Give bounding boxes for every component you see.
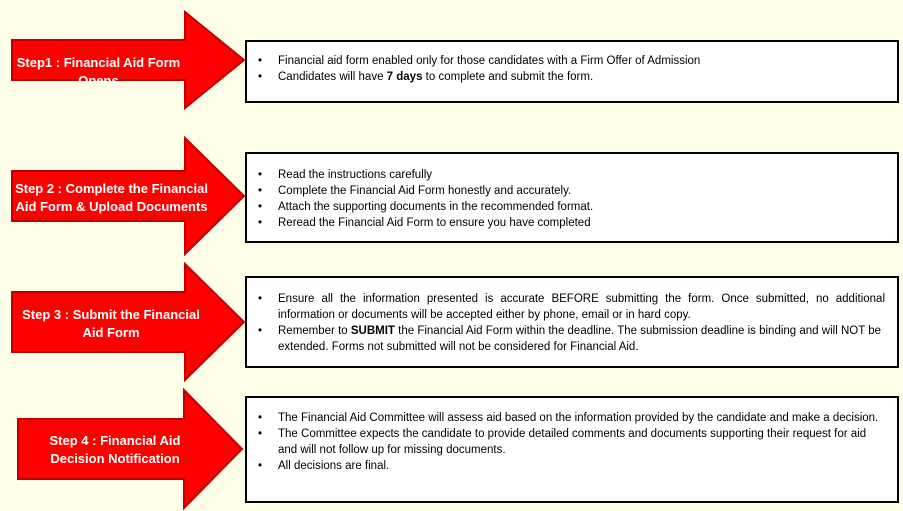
step-2-bullet-list bbox=[247, 167, 897, 231]
bullet-text: Complete the Financial Aid Form honestly and accurately. bbox=[278, 185, 572, 197]
bullet-bold-text: SUBMIT bbox=[350, 325, 395, 337]
step-2-label-line1: Step 2 : Complete the Financial bbox=[15, 181, 208, 196]
bullet-text: the Financial Aid Form within the deadline. The submission deadline is binding and will NOT be extended. Forms not submitted will not be considered for Financial Aid. bbox=[278, 325, 881, 353]
step-4-label bbox=[20, 432, 210, 468]
step-1-label-line2: Opens bbox=[78, 73, 119, 88]
bullet-text: Read the instructions carefully bbox=[278, 169, 433, 181]
step-2-label bbox=[14, 180, 209, 216]
step-4-label-line1: Step 4 : Financial Aid bbox=[49, 433, 181, 448]
list-item bbox=[247, 426, 897, 458]
step-3-label-line2: Aid Form bbox=[82, 325, 140, 340]
step-3 bbox=[0, 262, 903, 382]
bullet-text: The Financial Aid Committee will assess aid based on the information provided by the candidate and make a decision. bbox=[278, 412, 879, 424]
list-item bbox=[247, 199, 897, 215]
list-item bbox=[247, 323, 897, 355]
step-2 bbox=[0, 136, 903, 256]
bullet-text: The Committee expects the candidate to provide detailed comments and documents supporting their request for aid and will not follow up for missing documents. bbox=[278, 428, 867, 456]
step-2-arrow bbox=[10, 136, 246, 256]
step-4-label-line2: Decision Notification bbox=[50, 451, 180, 466]
bullet-text: Candidates will have bbox=[278, 71, 387, 83]
list-item bbox=[247, 458, 897, 474]
bullet-text: Financial aid form enabled only for those candidates with a Firm Offer of Admission bbox=[278, 55, 701, 67]
bullet-text: Ensure all the information presented is accurate BEFORE submitting the form. Once submitted, no additional information or documents will be accepted either by phone, email or in hard copy. bbox=[278, 293, 885, 321]
step-4-arrow bbox=[16, 388, 252, 510]
bullet-text: Remember to bbox=[278, 325, 351, 337]
step-2-details-box bbox=[245, 152, 899, 243]
step-4-bullet-list bbox=[247, 410, 897, 474]
step-4-details-box bbox=[245, 396, 899, 503]
step-1-label-line1: Step1 : Financial Aid Form bbox=[16, 55, 181, 70]
list-item bbox=[247, 53, 897, 69]
step-3-label-line1: Step 3 : Submit the Financial bbox=[22, 307, 200, 322]
list-item bbox=[247, 291, 897, 323]
bullet-text: Reread the Financial Aid Form to ensure you have completed bbox=[278, 217, 591, 229]
step-1 bbox=[0, 10, 903, 110]
step-3-label bbox=[16, 306, 206, 342]
step-1-details-box bbox=[245, 40, 899, 103]
bullet-text: All decisions are final. bbox=[278, 460, 390, 472]
bullet-text: Attach the supporting documents in the recommended format. bbox=[278, 201, 594, 213]
step-4 bbox=[0, 388, 903, 510]
step-1-bullet-list bbox=[247, 53, 897, 85]
list-item bbox=[247, 410, 897, 426]
list-item bbox=[247, 183, 897, 199]
bullet-text: to complete and submit the form. bbox=[422, 71, 594, 83]
list-item bbox=[247, 215, 897, 231]
step-1-arrow bbox=[10, 10, 246, 110]
step-3-arrow bbox=[10, 262, 246, 382]
step-2-label-line2: Aid Form & Upload Documents bbox=[15, 199, 208, 214]
step-1-label bbox=[16, 54, 181, 90]
step-3-details-box bbox=[245, 276, 899, 368]
list-item bbox=[247, 167, 897, 183]
step-3-bullet-list bbox=[247, 291, 897, 355]
list-item bbox=[247, 69, 897, 85]
bullet-bold-text: 7 days bbox=[386, 71, 423, 83]
